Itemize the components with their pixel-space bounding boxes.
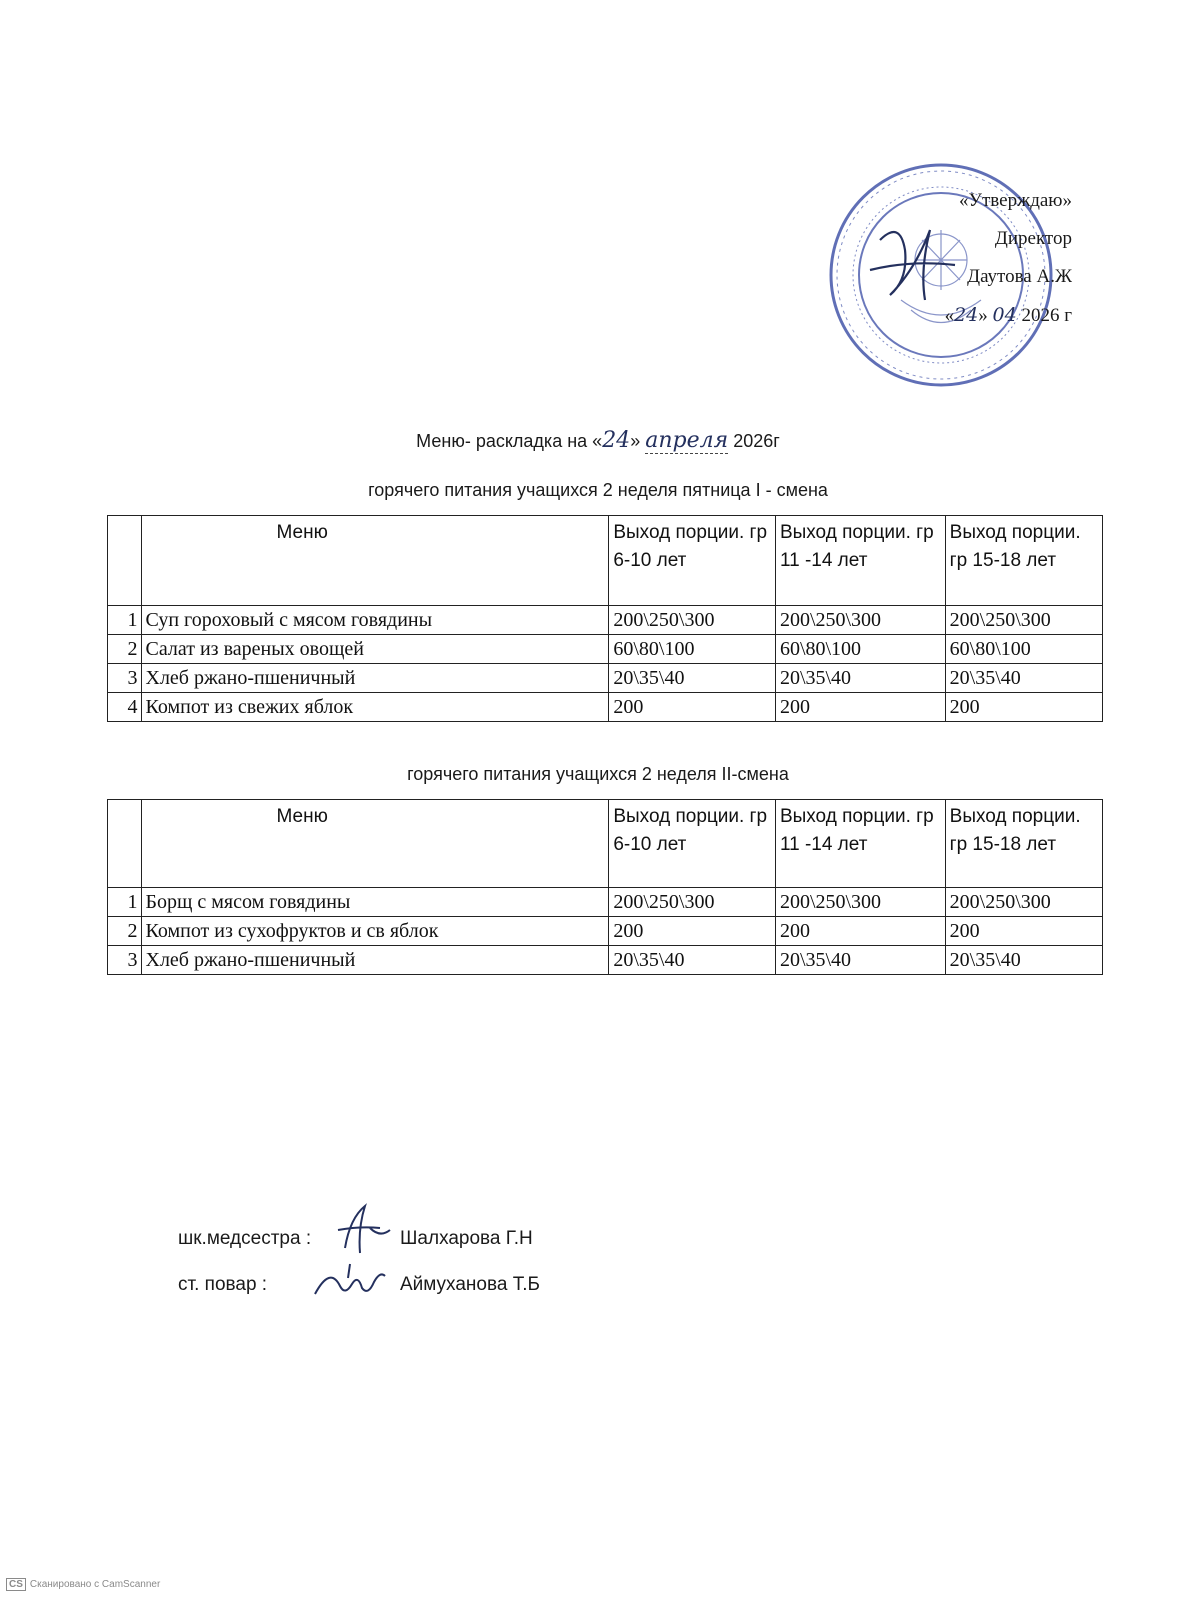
approval-title: «Утверждаю» <box>959 190 1072 211</box>
cook-signature <box>310 1256 390 1304</box>
approval-block <box>942 182 1072 335</box>
title-day: 24 <box>602 428 631 453</box>
scanner-watermark-text: Сканировано с CamScanner <box>29 1579 161 1590</box>
document-title: Меню- раскладка на «24» апреля 2026г <box>416 428 780 453</box>
approval-director-name: Даутова А.Ж <box>967 266 1072 287</box>
col-menu: Меню <box>141 516 609 606</box>
col-age-11-14: Выход порции. гр 11 -14 лет <box>775 800 945 888</box>
cook-name: Аймуханова Т.Б <box>400 1274 540 1295</box>
approval-date: «24» 04 2026 г <box>944 304 1072 326</box>
table-row: 2 Компот из сухофруктов и св яблок 200 200 200 <box>108 917 1103 946</box>
shift1-menu-table <box>107 515 1103 722</box>
col-age-15-18: Выход порции. гр 15-18 лет <box>945 800 1102 888</box>
col-menu: Меню <box>141 800 609 888</box>
title-month: апреля <box>645 428 729 453</box>
col-age-6-10: Выход порции. гр 6-10 лет <box>609 516 776 606</box>
col-age-15-18: Выход порции. гр 15-18 лет <box>945 516 1102 606</box>
table-row: 1 Борщ с мясом говядины 200\250\300 200\250\300 200\250\300 <box>108 888 1103 917</box>
approval-date-day: 24 <box>954 304 979 326</box>
table-row: 3 Хлеб ржано-пшеничный 20\35\40 20\35\40 20\35\40 <box>108 946 1103 975</box>
nurse-role: шк.медсестра : <box>178 1228 312 1249</box>
col-age-6-10: Выход порции. гр 6-10 лет <box>609 800 776 888</box>
table-row: 1 Суп гороховый с мясом говядины 200\250\300 200\250\300 200\250\300 <box>108 606 1103 635</box>
nurse-name: Шалхарова Г.Н <box>400 1228 533 1249</box>
shift2-menu-table <box>107 799 1103 975</box>
table-header-row <box>108 516 1103 606</box>
cook-role: ст. повар : <box>178 1274 268 1295</box>
col-age-11-14: Выход порции. гр 11 -14 лет <box>775 516 945 606</box>
shift2-subtitle: горячего питания учащихся 2 неделя II-смена <box>407 764 789 784</box>
approval-position: Директор <box>994 228 1072 249</box>
nurse-signature <box>330 1198 400 1258</box>
shift1-subtitle: горячего питания учащихся 2 неделя пятница I - смена <box>368 480 828 500</box>
table-row: 4 Компот из свежих яблок 200 200 200 <box>108 693 1103 722</box>
approval-date-month: 04 <box>992 304 1017 326</box>
table-row: 3 Хлеб ржано-пшеничный 20\35\40 20\35\40 20\35\40 <box>108 664 1103 693</box>
table-row: 2 Салат из вареных овощей 60\80\100 60\80\100 60\80\100 <box>108 635 1103 664</box>
table-header-row <box>108 800 1103 888</box>
camscanner-logo-icon: CS <box>6 1578 26 1591</box>
scanner-watermark <box>6 1578 160 1591</box>
